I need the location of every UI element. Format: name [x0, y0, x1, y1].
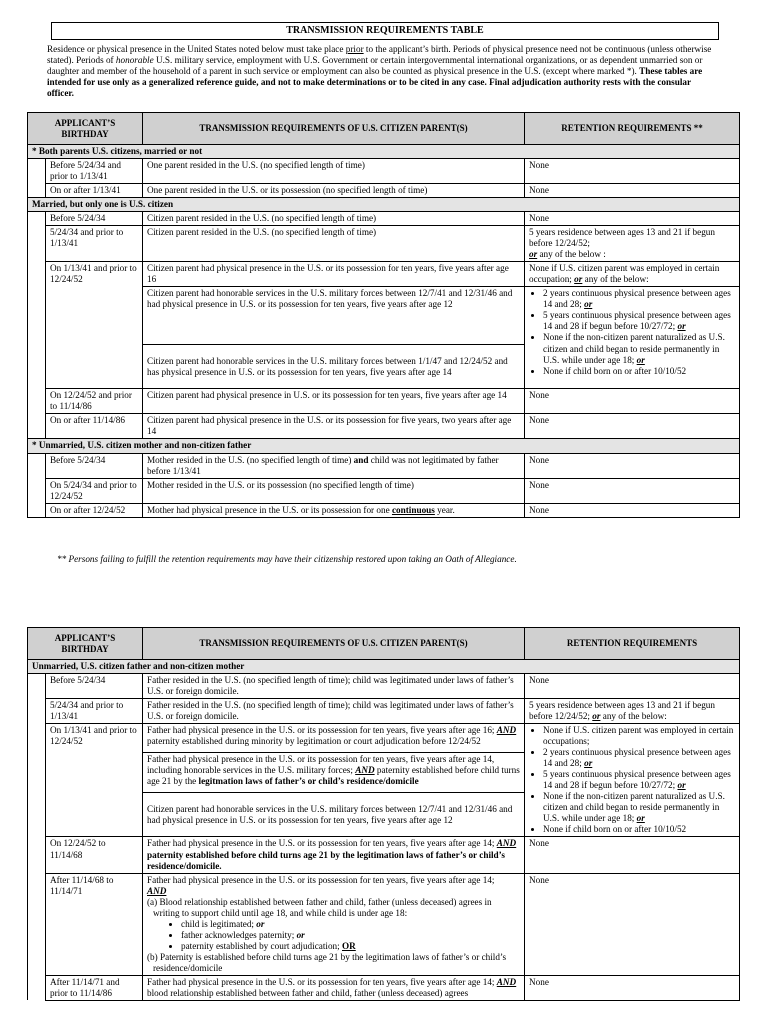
indent-cell: [28, 793, 46, 837]
retention-cell: None: [525, 414, 740, 439]
transmission-cell: Father resided in the U.S. (no specified length of time); child was legitimated under laws of father’s U.S. or foreign domicile.: [143, 699, 525, 724]
retention-cell: None: [525, 873, 740, 975]
and-label: and: [353, 454, 369, 465]
indent-cell: [28, 262, 46, 287]
group-label: * Unmarried, U.S. citizen mother and non-citizen father: [28, 439, 740, 453]
transmission-text: child was not legitimated by father before 1/13/41: [147, 454, 499, 476]
table-row: [28, 389, 740, 414]
retention-cell: [525, 262, 740, 287]
or-label: or: [592, 711, 601, 722]
col-header-transmission: TRANSMISSION REQUIREMENTS OF U.S. CITIZEN PARENT(S): [143, 113, 525, 145]
list-item: [543, 769, 735, 791]
col-header-birthday: APPLICANT’S BIRTHDAY: [28, 628, 143, 660]
transmission-text: Mother had physical presence in the U.S. or its possession for one: [147, 504, 392, 515]
retention-cell: None: [525, 478, 740, 503]
bullet-text: child is legitimated;: [181, 918, 257, 929]
transmission-table-2: [27, 627, 740, 1001]
birthday-cell: After 11/14/71 and prior to 11/14/86: [46, 975, 143, 1000]
table-header: [28, 113, 740, 145]
list-item: [543, 366, 735, 377]
indent-cell: [28, 159, 46, 184]
bullet-text: None if the non-citizen parent naturalized as U.S. citizen and child began to reside permanently in U.S. while under age 18;: [543, 332, 725, 365]
transmission-text: blood relationship established between father and child, father (unless deceased) agrees: [147, 987, 469, 998]
transmission-text: paternity established during minority by legitimation or court adjudication before 12/24/52: [147, 736, 481, 747]
indent-cell: [28, 345, 46, 389]
birthday-cell: On 12/24/52 to 11/14/68: [46, 837, 143, 873]
indent-cell: [28, 389, 46, 414]
transmission-cell: [143, 503, 525, 517]
retention-bullets-cell: [525, 287, 740, 389]
bullet-text: father acknowledges paternity;: [181, 929, 297, 940]
birthday-cell: Before 5/24/34: [46, 453, 143, 478]
or-label: or: [677, 780, 686, 791]
table-row: [28, 414, 740, 439]
transmission-cell: Citizen parent had physical presence in the U.S. or its possession for ten years, five years after age 16: [143, 262, 525, 287]
table-row: [28, 503, 740, 517]
birthday-cell: On or after 11/14/86: [46, 414, 143, 439]
birthday-cell: On or after 12/24/52: [46, 503, 143, 517]
indent-cell: [28, 453, 46, 478]
transmission-cell: One parent resided in the U.S. (no specified length of time): [143, 159, 525, 184]
group-row: [28, 439, 740, 453]
col-header-transmission: TRANSMISSION REQUIREMENTS OF U.S. CITIZEN PARENT(S): [143, 628, 525, 660]
list-item: [543, 791, 735, 824]
retention-cell: None: [525, 184, 740, 198]
col-header-birthday: APPLICANT’S BIRTHDAY: [28, 113, 143, 145]
transmission-cell: [143, 837, 525, 873]
indent-cell: [28, 478, 46, 503]
birthday-cell: Before 5/24/34: [46, 212, 143, 226]
intro-text: to the applicant’s birth. Periods of physical presence need not be continuous (unless otherwise stated). Periods of: [47, 44, 712, 66]
and-label: AND: [496, 725, 517, 736]
retention-bullet-list: [529, 725, 735, 835]
or-label: or: [529, 249, 538, 260]
retention-cell: [525, 699, 740, 724]
table-row: [28, 674, 740, 699]
group-label: * Both parents U.S. citizens, married or not: [28, 145, 740, 159]
or-label: or: [574, 274, 583, 285]
transmission-cell: Citizen parent had physical presence in the U.S. or its possession for five years, two years after age 14: [143, 414, 525, 439]
retention-bullet-list: [529, 288, 735, 376]
retention-bullets-cell: [525, 724, 740, 837]
table-row: [28, 837, 740, 873]
birthday-cell: On or after 1/13/41: [46, 184, 143, 198]
transmission-cell: [143, 453, 525, 478]
or-label: or: [256, 918, 265, 929]
birthday-cell: On 1/13/41 and prior to 12/24/52: [46, 262, 143, 389]
or-label: or: [636, 354, 645, 365]
legitimation-label: legitmation laws of father’s or child’s residence/domicile: [198, 775, 419, 786]
continuous-label: continuous: [391, 504, 435, 515]
transmission-text: Father had physical presence in the U.S. or its possession for ten years, five years after age 16;: [147, 725, 497, 736]
transmission-cell: Citizen parent had honorable services in the U.S. military forces between 12/7/41 and 12/31/46 and had physical presence in U.S. or its possession for ten years, five years after age 12: [143, 793, 525, 837]
bullet-text: paternity established by court adjudication;: [181, 940, 342, 951]
table-row: [28, 184, 740, 198]
list-item: [543, 725, 735, 747]
table-row: [28, 478, 740, 503]
or-label: or: [677, 321, 686, 332]
birthday-cell: 5/24/34 and prior to 1/13/41: [46, 699, 143, 724]
group-label: Unmarried, U.S. citizen father and non-citizen mother: [28, 660, 740, 674]
bullet-text: None if child born on or after 10/10/52: [543, 824, 687, 835]
birthday-cell: On 5/24/34 and prior to 12/24/52: [46, 478, 143, 503]
retention-text: any of the below :: [537, 249, 606, 260]
transmission-text: Father had physical presence in the U.S. or its possession for ten years, five years after age 14;: [147, 874, 495, 885]
transmission-text: Father had physical presence in the U.S. or its possession for ten years, five years after age 14;: [147, 838, 497, 849]
indent-cell: [28, 226, 46, 262]
transmission-cell: Citizen parent resided in the U.S. (no specified length of time): [143, 212, 525, 226]
or-label: OR: [342, 940, 356, 951]
group-row: [28, 660, 740, 674]
transmission-cell: Citizen parent resided in the U.S. (no specified length of time): [143, 226, 525, 262]
group-row: [28, 145, 740, 159]
list-item: [543, 747, 735, 769]
retention-text: 5 years residence between ages 13 and 21 if begun before 12/24/52;: [529, 700, 715, 722]
transmission-text: year.: [434, 504, 455, 515]
intro-honorable: honorable: [115, 55, 154, 66]
bullet-text: 5 years continuous physical presence between ages 14 and 28 if begun before 10/27/72;: [543, 769, 731, 791]
table-row: [28, 262, 740, 287]
table-row: [28, 159, 740, 184]
transmission-text: Mother resided in the U.S. (no specified length of time): [147, 454, 354, 465]
retention-cell: None: [525, 453, 740, 478]
list-item: [543, 332, 735, 365]
birthday-cell: On 12/24/52 and prior to 11/14/86: [46, 389, 143, 414]
birthday-cell: On 1/13/41 and prior to 12/24/52: [46, 724, 143, 837]
table-row: [28, 453, 740, 478]
retention-cell: None: [525, 159, 740, 184]
indent-cell: [28, 699, 46, 724]
group-label: Married, but only one is U.S. citizen: [28, 198, 740, 212]
transmission-text: paternity established before child turns age 21 by the: [147, 764, 520, 786]
table-row: [28, 212, 740, 226]
bullet-text: None if child born on or after 10/10/52: [543, 365, 687, 376]
list-item: [543, 824, 735, 835]
table-row: [28, 873, 740, 975]
or-label: or: [636, 813, 645, 824]
or-label: or: [584, 299, 593, 310]
intro-text: Residence or physical presence in the United States noted below must take place: [47, 44, 346, 54]
retention-text: 5 years residence between ages 13 and 21 if begun before 12/24/52;: [529, 227, 715, 249]
list-item: [543, 310, 735, 332]
intro-paragraph: [47, 44, 715, 99]
birthday-cell: 5/24/34 and prior to 1/13/41: [46, 226, 143, 262]
transmission-cell: One parent resided in the U.S. or its possession (no specified length of time): [143, 184, 525, 198]
list-item: [543, 288, 735, 310]
bullet-text: None if the non-citizen parent naturalized as U.S. citizen and child began to reside permanently in U.S. while under age 18;: [543, 791, 725, 824]
and-label: AND: [355, 764, 375, 775]
page-title: TRANSMISSION REQUIREMENTS TABLE: [51, 22, 719, 40]
transmission-cell: Mother resided in the U.S. or its possession (no specified length of time): [143, 478, 525, 503]
retention-cell: None: [525, 674, 740, 699]
and-label: AND: [496, 838, 517, 849]
bullet-text: 5 years continuous physical presence between ages 14 and 28 if begun before 10/27/72;: [543, 310, 731, 332]
transmission-cell: Father resided in the U.S. (no specified length of time); child was legitimated under laws of father’s U.S. or foreign domicile.: [143, 674, 525, 699]
transmission-cell: [143, 752, 525, 793]
transmission-cell: Citizen parent had physical presence in U.S. or its possession for ten years, five years after age 14: [143, 389, 525, 414]
indent-cell: [28, 674, 46, 699]
retention-footnote: ** Persons failing to fulfill the retention requirements may have their citizenship restored upon taking an Oath of Allegiance.: [57, 554, 517, 564]
indent-cell: [28, 184, 46, 198]
table-row: [28, 724, 740, 752]
indent-cell: [28, 837, 46, 873]
list-item: [181, 930, 520, 941]
transmission-cell: [143, 873, 525, 975]
and-label: AND: [147, 885, 167, 896]
indent-cell: [28, 873, 46, 975]
retention-text: None if U.S. citizen parent was employed in certain occupation;: [529, 263, 720, 285]
indent-cell: [28, 503, 46, 517]
indent-cell: [28, 212, 46, 226]
group-row: [28, 198, 740, 212]
transmission-text: paternity established before child turns age 21 by the legitimation laws of father’s or child’s residence/domicile.: [147, 849, 505, 871]
transmission-text: Father had physical presence in the U.S. or its possession for ten years, five years after age 14;: [147, 976, 497, 987]
list-item: [181, 919, 520, 930]
or-label: or: [584, 758, 593, 769]
retention-cell: None: [525, 389, 740, 414]
bullet-text: 2 years continuous physical presence between ages 14 and 28;: [543, 747, 731, 769]
retention-text: any of the below:: [582, 274, 649, 285]
table-row: [28, 226, 740, 262]
clause-b: (b) Paternity is established before child turns age 21 by the legitimation laws of father’s or child’s residence/domicile: [147, 951, 507, 973]
retention-text: any of the below:: [600, 711, 667, 722]
birthday-cell: After 11/14/68 to 11/14/71: [46, 873, 143, 975]
transmission-cell: Citizen parent had honorable services in the U.S. military forces between 12/7/41 and 12/31/46 and had physical presence in U.S. or its possession for ten years, five years after age 12: [143, 287, 525, 345]
list-item: [181, 941, 520, 952]
transmission-cell: Citizen parent had honorable services in the U.S. military forces between 1/1/47 and 12/24/52 and has physical presence in U.S. or its possession for ten years, five years after age 14: [143, 345, 525, 389]
retention-cell: None: [525, 503, 740, 517]
clause-a-list: [147, 919, 520, 952]
table-row: [28, 699, 740, 724]
indent-cell: [28, 752, 46, 793]
indent-cell: [28, 414, 46, 439]
table-row: [28, 975, 740, 1000]
table-header: [28, 628, 740, 660]
clause-a: (a) Blood relationship established between father and child, father (unless deceased) agrees in writing to support child until age 18, and while child is under age 18:: [147, 896, 492, 918]
transmission-cell: [143, 975, 525, 1000]
intro-disclaimer: These tables are intended for use only as a generalized reference guide, and not to make determinations or to be cited in any case. Final adjudication authority rests with the consular officer.: [47, 66, 703, 99]
retention-cell: None: [525, 212, 740, 226]
and-label: AND: [496, 976, 517, 987]
col-header-retention: RETENTION REQUIREMENTS: [525, 628, 740, 660]
transmission-cell: [143, 724, 525, 752]
indent-cell: [28, 724, 46, 752]
retention-cell: None: [525, 975, 740, 1000]
birthday-cell: Before 5/24/34: [46, 674, 143, 699]
intro-prior: prior: [345, 44, 364, 54]
retention-cell: None: [525, 837, 740, 873]
transmission-table-1: [27, 112, 740, 518]
retention-cell: [525, 226, 740, 262]
bullet-text: 2 years continuous physical presence between ages 14 and 28;: [543, 288, 731, 310]
birthday-cell: Before 5/24/34 and prior to 1/13/41: [46, 159, 143, 184]
bullet-text: None if U.S. citizen parent was employed in certain occupations;: [543, 725, 734, 747]
col-header-retention: RETENTION REQUIREMENTS **: [525, 113, 740, 145]
or-label: or: [296, 929, 305, 940]
transmission-text: Father had physical presence in the U.S. or its possession for ten years, five years after age 14, including honorable services in the U.S. military forces;: [147, 753, 495, 775]
indent-cell: [28, 975, 46, 1000]
indent-cell: [28, 287, 46, 345]
intro-text: U.S. military service, employment with U.S. Government or certain intergovernmental international organizations, or as dependent unmarried son or daughter and member of the household of a parent in such service or employment can also be counted as physical presence in the U.S. (except where marked *).: [47, 55, 703, 77]
